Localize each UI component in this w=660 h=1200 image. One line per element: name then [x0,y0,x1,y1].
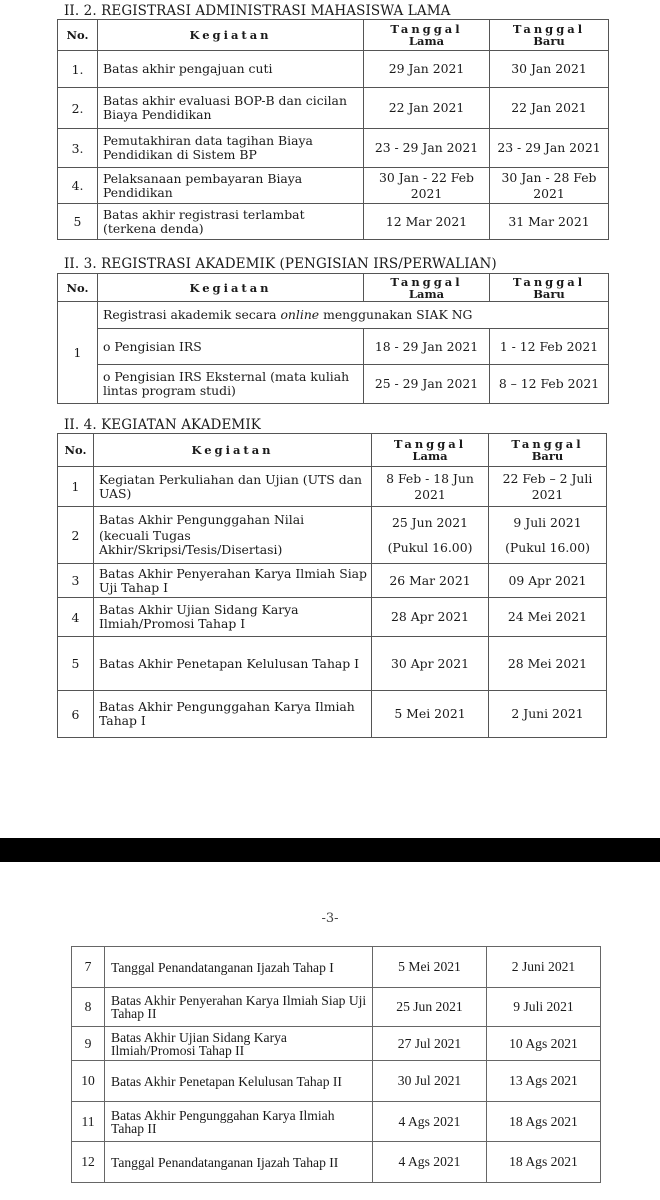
table-row [72,988,601,1027]
table-row [58,637,607,691]
table-header-row [58,274,609,302]
row-tanggal-baru: 31 Mar 2021 [490,204,609,240]
header-tanggal-lama [364,274,490,302]
table-row [58,129,609,168]
page-separator-bar [0,838,660,862]
table-kegiatan-akademik-continued [71,946,601,1183]
row-intro [98,302,609,329]
table-row [58,168,609,204]
row-no: 9 [72,1027,105,1061]
section-title-kegiatan-akademik: II. 4. KEGIATAN AKADEMIK [64,417,261,433]
row-kegiatan: Kegiatan Perkuliahan dan Ujian (UTS dan UAS) [94,467,372,507]
row-tanggal-baru [489,507,607,564]
row-kegiatan: Tanggal Penandatanganan Ijazah Tahap II [105,1142,373,1183]
row-no: 5 [58,637,94,691]
section-title-registrasi-akademik: II. 3. REGISTRASI AKADEMIK (PENGISIAN IRS/PERWALIAN) [64,256,497,272]
row-kegiatan: Batas akhir evaluasi BOP-B dan cicilan Biaya Pendidikan [98,88,364,129]
document-page-3 [0,862,660,1200]
header-tanggal-baru [490,274,609,302]
row-tanggal-lama: 26 Mar 2021 [372,564,489,598]
row-tanggal-baru: 18 Ags 2021 [487,1102,601,1142]
row-no: 4. [58,168,98,204]
row-tanggal-lama: 12 Mar 2021 [364,204,490,240]
row-tanggal-baru: 18 Ags 2021 [487,1142,601,1183]
header-tanggal-text: Tanggal [512,274,586,289]
kegiatan-note: (kecuali Tugas Akhir/Skripsi/Tesis/Disertasi) [99,528,283,557]
table-row [58,564,607,598]
row-tanggal-lama: 22 Jan 2021 [364,88,490,129]
row-tanggal-baru: 30 Jan 2021 [490,51,609,88]
header-no: No. [58,274,98,302]
row-tanggal-lama: 5 Mei 2021 [373,947,487,988]
row-no: 3. [58,129,98,168]
header-kegiatan: Kegiatan [98,20,364,51]
tanggal-time: (Pukul 16.00) [387,539,473,555]
table-row [58,598,607,637]
table-row [58,51,609,88]
row-tanggal-baru: 09 Apr 2021 [489,564,607,598]
header-baru-text: Baru [533,286,565,301]
row-tanggal-baru: 23 - 29 Jan 2021 [490,129,609,168]
header-tanggal-text: Tanggal [511,437,584,451]
row-kegiatan: o Pengisian IRS [98,329,364,365]
table-header-row [58,20,609,51]
row-no: 1 [58,302,98,404]
row-tanggal-baru: 2 Juni 2021 [487,947,601,988]
header-kegiatan: Kegiatan [94,434,372,467]
header-tanggal-baru [489,434,607,467]
table-registrasi-akademik [57,273,609,404]
table-row [58,329,609,365]
row-tanggal-lama: 18 - 29 Jan 2021 [364,329,490,365]
table-row [58,365,609,404]
row-no: 1. [58,51,98,88]
header-lama-text: Lama [408,286,445,301]
header-lama-text: Lama [412,449,448,463]
row-tanggal-lama: 29 Jan 2021 [364,51,490,88]
row-tanggal-baru: 22 Jan 2021 [490,88,609,129]
table-header-row [58,434,607,467]
row-kegiatan: Batas Akhir Penetapan Kelulusan Tahap I [94,637,372,691]
row-tanggal-lama: 25 Jun 2021 [373,988,487,1027]
row-tanggal-baru: 24 Mei 2021 [489,598,607,637]
row-kegiatan: Batas akhir registrasi terlambat (terkena denda) [98,204,364,240]
row-tanggal-baru: 13 Ags 2021 [487,1061,601,1102]
table-row [72,1027,601,1061]
row-no: 2. [58,88,98,129]
row-tanggal-lama: 30 Jan - 22 Feb 2021 [364,168,490,204]
row-no: 5 [58,204,98,240]
row-tanggal-baru: 30 Jan - 28 Feb 2021 [490,168,609,204]
section-title-registrasi-administrasi: II. 2. REGISTRASI ADMINISTRASI MAHASISWA LAMA [64,3,451,19]
header-lama-text: Lama [408,34,445,48]
tanggal-time: (Pukul 16.00) [505,539,590,555]
row-kegiatan [94,507,372,564]
row-kegiatan: Batas Akhir Ujian Sidang Karya Ilmiah/Promosi Tahap I [94,598,372,637]
row-tanggal-lama [372,507,489,564]
row-tanggal-baru: 28 Mei 2021 [489,637,607,691]
kegiatan-line: Batas Akhir Pengunggahan Nilai [99,512,305,527]
row-tanggal-lama: 8 Feb - 18 Jun 2021 [372,467,489,507]
header-tanggal-lama [364,20,490,51]
table-row [58,302,609,329]
row-kegiatan: Tanggal Penandatanganan Ijazah Tahap I [105,947,373,988]
header-tanggal-text: Tanggal [512,22,586,36]
row-kegiatan: Pemutakhiran data tagihan Biaya Pendidikan di Sistem BP [98,129,364,168]
header-tanggal-lama [372,434,489,467]
table-row [58,691,607,738]
row-tanggal-lama: 4 Ags 2021 [373,1142,487,1183]
header-tanggal-text: Tanggal [393,437,467,451]
row-no: 10 [72,1061,105,1102]
row-no: 7 [72,947,105,988]
row-tanggal-baru: 8 – 12 Feb 2021 [490,365,609,404]
table-kegiatan-akademik [57,433,607,738]
row-kegiatan: Batas akhir pengajuan cuti [98,51,364,88]
row-no: 11 [72,1102,105,1142]
header-no: No. [58,434,94,467]
header-tanggal-text: Tanggal [390,274,463,289]
row-kegiatan: Batas Akhir Pengunggahan Karya Ilmiah Tahap II [105,1102,373,1142]
table-row [72,1061,601,1102]
row-tanggal-lama: 27 Jul 2021 [373,1027,487,1061]
row-tanggal-lama: 5 Mei 2021 [372,691,489,738]
header-no: No. [58,20,98,51]
tanggal-date: 25 Jun 2021 [391,514,469,530]
table-row [72,1142,601,1183]
row-no: 8 [72,988,105,1027]
row-no: 12 [72,1142,105,1183]
intro-text: Registrasi akademik secara [103,307,281,322]
row-tanggal-lama: 30 Apr 2021 [372,637,489,691]
row-tanggal-baru: 2 Juni 2021 [489,691,607,738]
intro-text: menggunakan SIAK NG [319,307,473,322]
row-tanggal-lama: 23 - 29 Jan 2021 [364,129,490,168]
row-kegiatan: Pelaksanaan pembayaran Biaya Pendidikan [98,168,364,204]
row-tanggal-baru: 9 Juli 2021 [487,988,601,1027]
header-kegiatan: Kegiatan [98,274,364,302]
intro-emphasis: online [280,307,320,322]
header-baru-text: Baru [533,34,565,48]
row-kegiatan: Batas Akhir Penyerahan Karya Ilmiah Siap Uji Tahap II [105,988,373,1027]
header-tanggal-text: Tanggal [390,22,463,36]
row-no: 2 [58,507,94,564]
row-tanggal-baru: 22 Feb – 2 Juli 2021 [489,467,607,507]
row-no: 6 [58,691,94,738]
row-kegiatan: Batas Akhir Penyerahan Karya Ilmiah Siap Uji Tahap I [94,564,372,598]
table-row [72,1102,601,1142]
row-tanggal-lama: 30 Jul 2021 [373,1061,487,1102]
row-kegiatan: o Pengisian IRS Eksternal (mata kuliah lintas program studi) [98,365,364,404]
table-row [72,947,601,988]
table-registrasi-administrasi [57,19,609,240]
row-tanggal-lama: 4 Ags 2021 [373,1102,487,1142]
row-no: 4 [58,598,94,637]
row-kegiatan: Batas Akhir Pengunggahan Karya Ilmiah Tahap I [94,691,372,738]
table-row [58,204,609,240]
page-number: -3- [321,911,339,926]
table-row [58,467,607,507]
row-tanggal-lama: 28 Apr 2021 [372,598,489,637]
table-row [58,88,609,129]
row-tanggal-lama: 25 - 29 Jan 2021 [364,365,490,404]
header-baru-text: Baru [531,449,564,463]
header-tanggal-baru [490,20,609,51]
row-tanggal-baru: 10 Ags 2021 [487,1027,601,1061]
table-row [58,507,607,564]
row-tanggal-baru: 1 - 12 Feb 2021 [490,329,609,365]
row-no: 3 [58,564,94,598]
tanggal-date: 9 Juli 2021 [513,514,582,530]
row-kegiatan: Batas Akhir Penetapan Kelulusan Tahap II [105,1061,373,1102]
row-kegiatan: Batas Akhir Ujian Sidang Karya Ilmiah/Promosi Tahap II [105,1027,373,1061]
row-no: 1 [58,467,94,507]
